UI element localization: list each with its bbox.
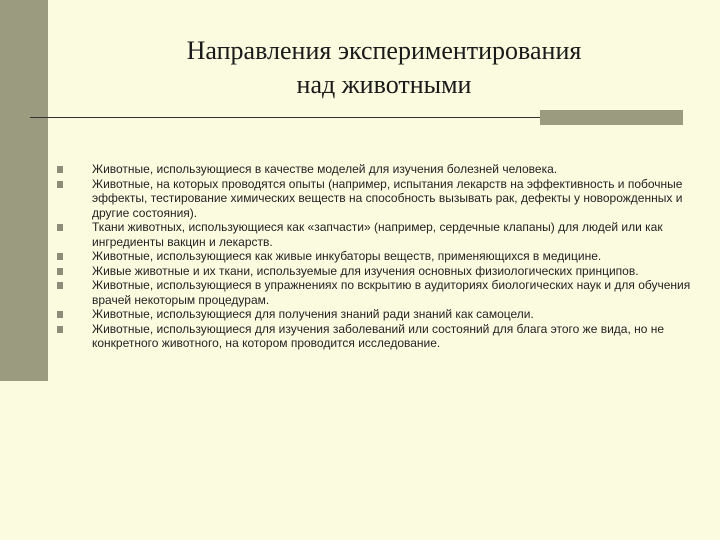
bullet-text: Животные, на которых проводятся опыты (например, испытания лекарств на эффективность и побочные эффекты, тестирование химических веществ на способность вызывать рак, дефекты у новорожденных и другие состояния).: [92, 176, 683, 220]
bullet-text: Животные, использующиеся в упражнениях по вскрытию в аудиториях биологических наук и для обучения врачей некоторым процедурам.: [92, 278, 691, 307]
bullet-item: [0, 307, 692, 322]
square-bullet-icon: [57, 166, 63, 173]
square-bullet-icon: [57, 282, 63, 289]
bullet-item: [0, 177, 692, 221]
bullet-item: [0, 264, 692, 279]
square-bullet-icon: [57, 181, 63, 188]
slide-title: [48, 34, 720, 102]
bullet-item: [0, 322, 692, 351]
bullet-text: Животные, использующиеся для получения знаний ради знаний как самоцели.: [92, 307, 534, 321]
square-bullet-icon: [57, 326, 63, 333]
bullet-text: Живые животные и их ткани, используемые для изучения основных физиологических принципов.: [92, 263, 639, 278]
slide-title-line-1: Направления экспериментирования: [186, 36, 582, 65]
square-bullet-icon: [57, 311, 63, 318]
bullet-text: Ткани животных, использующиеся как «запчасти» (например, сердечные клапаны) для людей или как ингредиенты вакцин и лекарств.: [92, 220, 663, 249]
bullet-text: Животные, использующиеся для изучения заболеваний или состояний для блага этого же вида, но не конкретного животного, на котором проводится исследование.: [92, 321, 665, 350]
slide-title-line-2: над животными: [296, 70, 472, 99]
bullet-item: [0, 249, 692, 264]
bullet-list: [0, 162, 720, 351]
bullet-item: [0, 220, 692, 249]
bullet-item: [0, 162, 692, 177]
bullet-text: Животные, использующиеся в качестве моделей для изучения болезней человека.: [92, 162, 558, 176]
bullet-item: [0, 278, 692, 307]
square-bullet-icon: [57, 224, 63, 231]
title-divider-accent: [540, 110, 683, 125]
bullet-text: Животные, использующиеся как живые инкубаторы веществ, применяющихся в медицине.: [92, 249, 602, 263]
square-bullet-icon: [57, 268, 63, 275]
square-bullet-icon: [57, 253, 63, 260]
